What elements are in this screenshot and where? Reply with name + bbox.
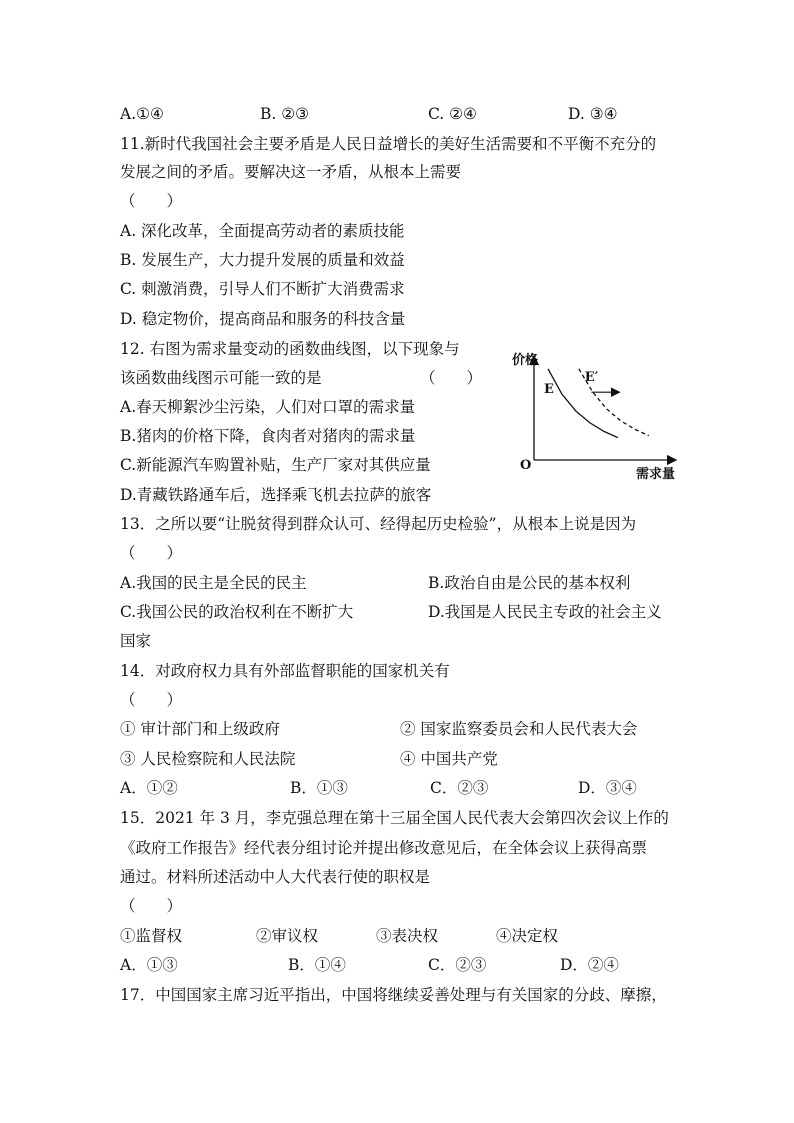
demand-curve-svg (508, 348, 688, 488)
q14-option-a: A．①② (120, 779, 178, 797)
q12-option-d: D.青藏铁路通车后，选择乘飞机去拉萨的旅客 (120, 486, 432, 504)
q14-stem-line-1: 14．对政府权力具有外部监督职能的国家机关有 (120, 662, 450, 680)
origin-label: O (520, 458, 532, 473)
q14-option-c: C．②③ (430, 779, 489, 797)
q15-item-4: ④决定权 (496, 927, 559, 945)
q10-option-d: D. ③④ (568, 105, 618, 123)
q14-option-b: B．①③ (290, 779, 348, 797)
q12-answer-blank: （ ） (420, 369, 483, 387)
q10-option-a: A.①④ (120, 105, 164, 123)
q13-stem-line-1: 13．之所以要“让脱贫得到群众认可、经得起历史检验”，从根本上说是因为 (120, 515, 637, 533)
q12-option-c: C.新能源汽车购置补贴，生产厂家对其供应量 (120, 456, 431, 474)
q15-stem-line-1: 15．2021 年 3 月，李克强总理在第十三届全国人民代表大会第四次会议上作的 (120, 809, 669, 827)
q15-option-b: B．①④ (288, 956, 346, 974)
q11-option-c: C. 刺激消费，引导人们不断扩大消费需求 (120, 280, 405, 298)
q15-stem-line-3: 通过。材料所述活动中人大代表行使的职权是 (120, 868, 431, 886)
curve-label-e-prime: E′ (584, 369, 599, 385)
q13-answer-blank: （ ） (120, 544, 183, 562)
q15-option-a: A．①③ (120, 956, 178, 974)
q11-stem-line-1: 11.新时代我国社会主要矛盾是人民日益增长的美好生活需要和不平衡不充分的 (120, 135, 657, 153)
q15-option-c: C．②③ (428, 956, 487, 974)
q13-option-b: B.政治自由是公民的基本权利 (428, 574, 631, 592)
q11-option-a: A. 深化改革，全面提高劳动者的素质技能 (120, 222, 405, 240)
q11-option-d: D. 稳定物价，提高商品和服务的科技含量 (120, 310, 406, 328)
q13-option-d-continuation: 国家 (120, 632, 152, 650)
q17-stem-line-1: 17．中国国家主席习近平指出，中国将继续妥善处理与有关国家的分歧、摩擦， (120, 986, 667, 1004)
q14-item-1: ① 审计部门和上级政府 (120, 720, 280, 738)
q15-stem-line-2: 《政府工作报告》经代表分组讨论并提出修改意见后，在全体会议上获得高票 (120, 839, 648, 857)
y-axis-label: 价格 (512, 353, 539, 368)
q15-answer-blank: （ ） (120, 897, 183, 915)
demand-curve-chart (508, 348, 688, 488)
q11-option-b: B. 发展生产，大力提升发展的质量和效益 (120, 251, 405, 269)
q14-item-3: ③ 人民检察院和人民法院 (120, 750, 296, 768)
q10-option-c: C. ②④ (428, 105, 477, 123)
q13-option-a: A.我国的民主是全民的民主 (120, 574, 307, 592)
q12-stem-line-1: 12. 右图为需求量变动的函数曲线图，以下现象与 (120, 340, 460, 358)
q13-option-c: C.我国公民的政治权利在不断扩大 (120, 603, 354, 621)
q12-stem-line-2: 该函数曲线图示可能一致的是 (120, 369, 322, 387)
q15-item-1: ①监督权 (120, 927, 183, 945)
q14-item-2: ② 国家监察委员会和人民代表大会 (400, 720, 638, 738)
curve-label-e: E (544, 381, 554, 397)
q13-option-d: D.我国是人民民主专政的社会主义 (428, 603, 662, 621)
q10-option-b: B. ②③ (260, 105, 310, 123)
x-axis-label: 需求量 (636, 467, 676, 482)
q14-item-4: ④ 中国共产党 (400, 750, 498, 768)
q15-option-d: D．②④ (560, 956, 619, 974)
q14-option-d: D．③④ (578, 779, 637, 797)
q11-stem-line-2: 发展之间的矛盾。要解决这一矛盾，从根本上需要 (120, 163, 462, 181)
q12-option-b: B.猪肉的价格下降，食肉者对猪肉的需求量 (120, 427, 416, 445)
curve-e (548, 369, 618, 438)
q12-option-a: A.春天柳絮沙尘污染，人们对口罩的需求量 (120, 398, 416, 416)
q11-answer-blank: （ ） (120, 192, 183, 210)
q15-item-2: ②审议权 (256, 927, 319, 945)
q15-item-3: ③表决权 (376, 927, 439, 945)
q14-answer-blank: （ ） (120, 691, 183, 709)
